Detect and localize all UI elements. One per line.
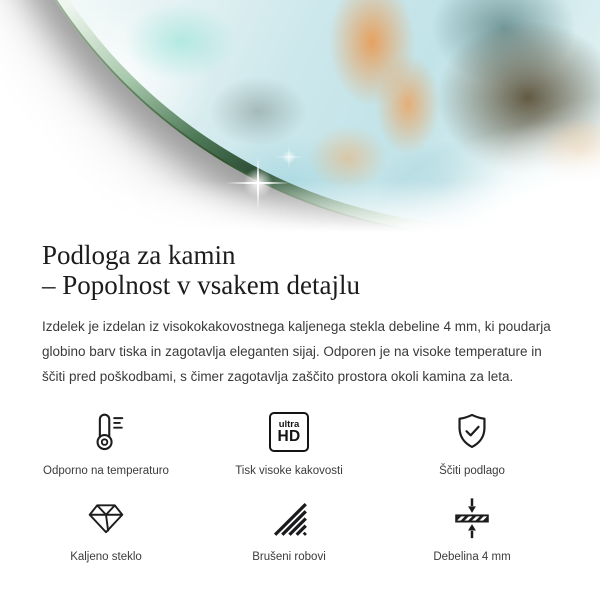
- feature-print-quality: [203, 409, 375, 478]
- product-hero-image: [0, 0, 600, 232]
- page-title-line1: Podloga za kamin: [42, 240, 236, 270]
- thermometer-icon: [83, 409, 129, 455]
- page-title: [42, 240, 558, 300]
- feature-thickness: [386, 495, 558, 564]
- feature-protects-surface: [386, 409, 558, 478]
- feature-polished-edges: [203, 495, 375, 564]
- feature-label: Tisk visoke kakovosti: [235, 465, 343, 477]
- product-description-section: [0, 240, 600, 564]
- ultra-hd-text-top: ultra: [278, 418, 300, 430]
- feature-label: Debelina 4 mm: [433, 551, 511, 563]
- thickness-icon: [449, 495, 495, 541]
- feature-tempered-glass: [20, 495, 192, 564]
- feature-label: Odporno na temperaturo: [43, 465, 169, 477]
- features-grid: [20, 409, 558, 564]
- feature-label: Ščiti podlago: [439, 465, 505, 477]
- feature-label: Brušeni robovi: [252, 551, 326, 563]
- polished-edges-icon: [266, 495, 312, 541]
- shield-check-icon: [449, 409, 495, 455]
- diamond-icon: [83, 495, 129, 541]
- page-title-line2: – Popolnost v vsakem detajlu: [42, 270, 360, 300]
- product-description: Izdelek je izdelan iz visokokakovostnega kaljenega stekla debeline 4 mm, ki poudarja globino barv tiska in zagotavlja eleganten sijaj. Odporen je na visoke temperature in ščiti pred poškodbami, s čimer zagotavlja zaščito prostora okoli kamina za leta.: [42, 319, 551, 384]
- ultra-hd-text-bottom: HD: [277, 428, 301, 446]
- ultra-hd-icon: [269, 409, 309, 455]
- feature-label: Kaljeno steklo: [70, 551, 142, 563]
- hero-white-fade: [0, 0, 600, 232]
- feature-temperature-resistant: [20, 409, 192, 478]
